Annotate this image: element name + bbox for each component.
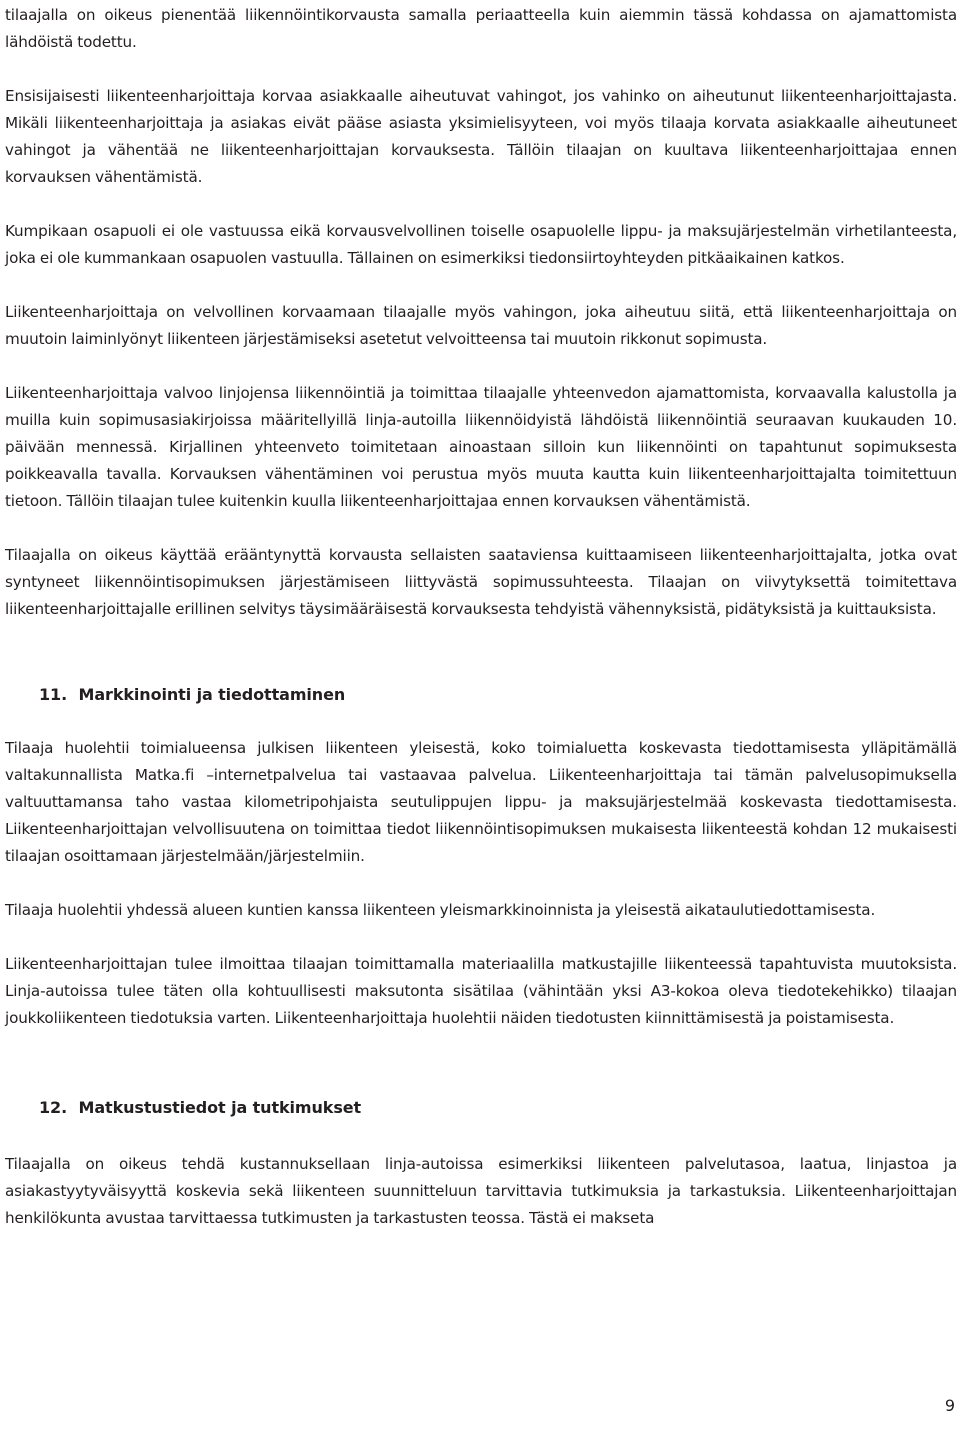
section-12-heading <box>5 1094 957 1121</box>
paragraph-intro-6: Tilaajalla on oikeus käyttää erääntynyttä korvausta sellaisten saataviensa kuittaamiseen liikenteenharjoittajalta, jotka ovat syntyneet liikennöintisopimuksen järjestämiseen liittyvästä sopimussuhteesta. Tilaajan on viivytyksettä toimitettava liikenteenharjoittajalle erillinen selvitys täysimääräisestä korvauksesta tehdyistä vähennyksistä, pidätyksistä ja kuittauksista. <box>5 546 957 618</box>
section-11-number: 11. <box>39 685 68 704</box>
paragraph-intro-2: Ensisijaisesti liikenteenharjoittaja korvaa asiakkaalle aiheutuvat vahingot, jos vahinko on aiheutunut liikenteenharjoittajasta. Mikäli liikenteenharjoittaja ja asiakas eivät pääse asiasta yksimielisyyteen, voi myös tilaaja korvata asiakkaalle aiheutuneet vahingot ja vähentää ne liikenteenharjoittajan korvauksesta. Tällöin tilaajan on kuultava liikenteenharjoittajaa ennen korvauksen vähentämistä. <box>5 87 957 186</box>
section-11-heading <box>5 681 957 708</box>
paragraph-intro-5: Liikenteenharjoittaja valvoo linjojensa liikennöintiä ja toimittaa tilaajalle yhteenvedon ajamattomista, korvaavalla kalustolla ja muilla kuin sopimusasiakirjoissa määritellyillä linja-autoilla liikennöidyistä lähdöistä liikennöintiä seuraavan kuukauden 10. päivään mennessä. Kirjallinen yhteenveto toimitetaan ainoastaan silloin kun liikennöinti on tapahtunut sopimuksesta poikkeavalla tavalla. Korvauksen vähentäminen voi perustua myös muuta kautta kuin liikenteenharjoittajalta toimitettuun tietoon. Tällöin tilaajan tulee kuitenkin kuulla liikenteenharjoittajaa ennen korvauksen vähentämistä. <box>5 384 957 510</box>
page-number: 9 <box>944 1396 955 1415</box>
section-12-paragraph-1: Tilaajalla on oikeus tehdä kustannuksellaan linja-autoissa esimerkiksi liikenteen palvelutasoa, laatua, linjastoa ja asiakastyytyväisyyttä koskevia sekä liikenteen suunnitteluun tarvittavia tutkimuksia ja tarkastuksia. Liikenteenharjoittajan henkilökunta avustaa tarvittaessa tutkimusten ja tarkastusten teossa. Tästä ei makseta <box>5 1155 957 1227</box>
section-11-paragraph-2: Tilaaja huolehtii yhdessä alueen kuntien kanssa liikenteen yleismarkkinoinnista ja yleisestä aikataulutiedottamisesta. <box>5 901 876 919</box>
paragraph-intro-1: tilaajalla on oikeus pienentää liikennöintikorvausta samalla periaatteella kuin aiemmin tässä kohdassa on ajamattomista lähdöistä todettu. <box>5 6 957 51</box>
section-11-paragraph-3: Liikenteenharjoittajan tulee ilmoittaa tilaajan toimittamalla materiaalilla matkustajille liikenteessä tapahtuvista muutoksista. Linja-autoissa tulee täten olla kohtuullisesti maksutonta sisätilaa (vähintään yksi A3-kokoa oleva tiedotekehikko) tilaajan joukkoliikenteen tiedotuksia varten. Liikenteenharjoittaja huolehtii näiden tiedotusten kiinnittämisestä ja poistamisesta. <box>5 955 957 1027</box>
document-page <box>5 0 957 1232</box>
section-11-title: Markkinointi ja tiedottaminen <box>78 685 346 704</box>
section-11-paragraph-1: Tilaaja huolehtii toimialueensa julkisen liikenteen yleisestä, koko toimialuetta koskevasta tiedottamisesta ylläpitämällä valtakunnallista Matka.fi –internetpalvelua tai vastaavaa palvelua. Liikenteenharjoittaja tai tämän palvelusopimuksella valtuuttamansa taho vastaa kilometripohjaista seutulippujen lippu- ja maksujärjestelmää koskevasta tiedottamisesta. Liikenteenharjoittajan velvollisuutena on toimittaa tiedot liikennöintisopimuksen mukaisesta liikenteestä kohdan 12 mukaisesti tilaajan osoittamaan järjestelmään/järjestelmiin. <box>5 739 957 865</box>
section-12-title: Matkustustiedot ja tutkimukset <box>78 1098 362 1117</box>
paragraph-intro-3: Kumpikaan osapuoli ei ole vastuussa eikä korvausvelvollinen toiselle osapuolelle lippu- ja maksujärjestelmän virhetilanteesta, joka ei ole kummankaan osapuolen vastuulla. Tällainen on esimerkiksi tiedonsiirtoyhteyden pitkäaikainen katkos. <box>5 222 957 267</box>
paragraph-intro-4: Liikenteenharjoittaja on velvollinen korvaamaan tilaajalle myös vahingon, joka aiheutuu siitä, että liikenteenharjoittaja on muutoin laiminlyönyt liikenteen järjestämiseksi asetetut velvoitteensa tai muutoin rikkonut sopimusta. <box>5 303 957 348</box>
section-12-number: 12. <box>39 1098 68 1117</box>
